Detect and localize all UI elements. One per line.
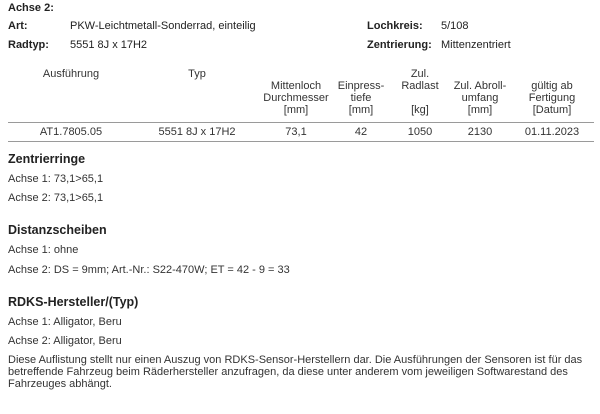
header-line: Fertigung [528,92,576,104]
cell-gueltig-ab: 01.11.2023 [510,123,594,142]
header-line: Ausführung [42,68,100,80]
header-line: tiefe [350,92,372,104]
lochkreis-label: Lochkreis: [367,20,423,32]
header-line: Einpress- [337,80,385,92]
header-line: [mm] [348,104,374,116]
distanzscheiben-title: Distanzscheiben [8,223,107,237]
col-header-typ [134,66,260,123]
rdks-line-1: Achse 1: Alligator, Beru [8,316,122,328]
header-line: [mm] [283,104,309,116]
rdks-note: Diese Auflistung stellt nur einen Auszug von RDKS-Sensor-Herstellern dar. Die Ausführungen der Sensoren ist für das betreffende Fahrzeug beim Räderhersteller anzufragen, da diese unter anderem vom jeweiligen Softwarestand des Fahrzeuges abhängt. [8,354,583,390]
zentrierung-value: Mittenzentriert [441,39,511,51]
zentrierringe-line-2: Achse 2: 73,1>65,1 [8,192,104,204]
header-line: Typ [188,68,206,80]
zentrierung-label: Zentrierung: [367,39,432,51]
art-value: PKW-Leichtmetall-Sonderrad, einteilig [70,20,256,32]
header-line: [Datum] [532,104,572,116]
header-line: Durchmesser [263,92,329,104]
header-line: umfang [461,92,499,104]
cell-mittenloch: 73,1 [260,123,332,142]
cell-ausfuehrung: AT1.7805.05 [8,123,134,142]
cell-einpresstiefe: 42 [332,123,390,142]
radtyp-value: 5551 8J x 17H2 [70,39,148,51]
radtyp-label: Radtyp: [8,39,49,51]
col-header-einpresstiefe [332,66,390,123]
col-header-gueltig-ab [510,66,594,123]
distanzscheiben-line-2: Achse 2: DS = 9mm; Art.-Nr.: S22-470W; ET = 42 - 9 = 33 [8,264,290,276]
wheel-spec-table [8,66,594,142]
cell-typ: 5551 8J x 17H2 [134,123,260,142]
col-header-radlast [390,66,450,123]
cell-radlast: 1050 [390,123,450,142]
table-header-row [8,66,594,123]
col-header-abrollumfang [450,66,510,123]
zentrierringe-line-1: Achse 1: 73,1>65,1 [8,173,104,185]
rdks-line-2: Achse 2: Alligator, Beru [8,335,122,347]
art-label: Art: [8,20,28,32]
col-header-ausfuehrung [8,66,134,123]
table-row [8,123,594,142]
header-line: Zul. Radlast [401,68,439,92]
zentrierringe-title: Zentrierringe [8,152,86,166]
header-line: Mittenloch [270,80,322,92]
header-line: gültig ab [531,80,573,92]
header-line: [kg] [411,104,429,116]
col-header-mittenloch [260,66,332,123]
cell-abrollumfang: 2130 [450,123,510,142]
header-line: Zul. Abroll- [453,80,507,92]
axle-title: Achse 2: [8,2,54,14]
header-line [418,92,421,104]
header-line: [mm] [467,104,493,116]
rdks-title: RDKS-Hersteller/(Typ) [8,295,139,309]
lochkreis-value: 5/108 [441,20,469,32]
distanzscheiben-line-1: Achse 1: ohne [8,244,79,256]
